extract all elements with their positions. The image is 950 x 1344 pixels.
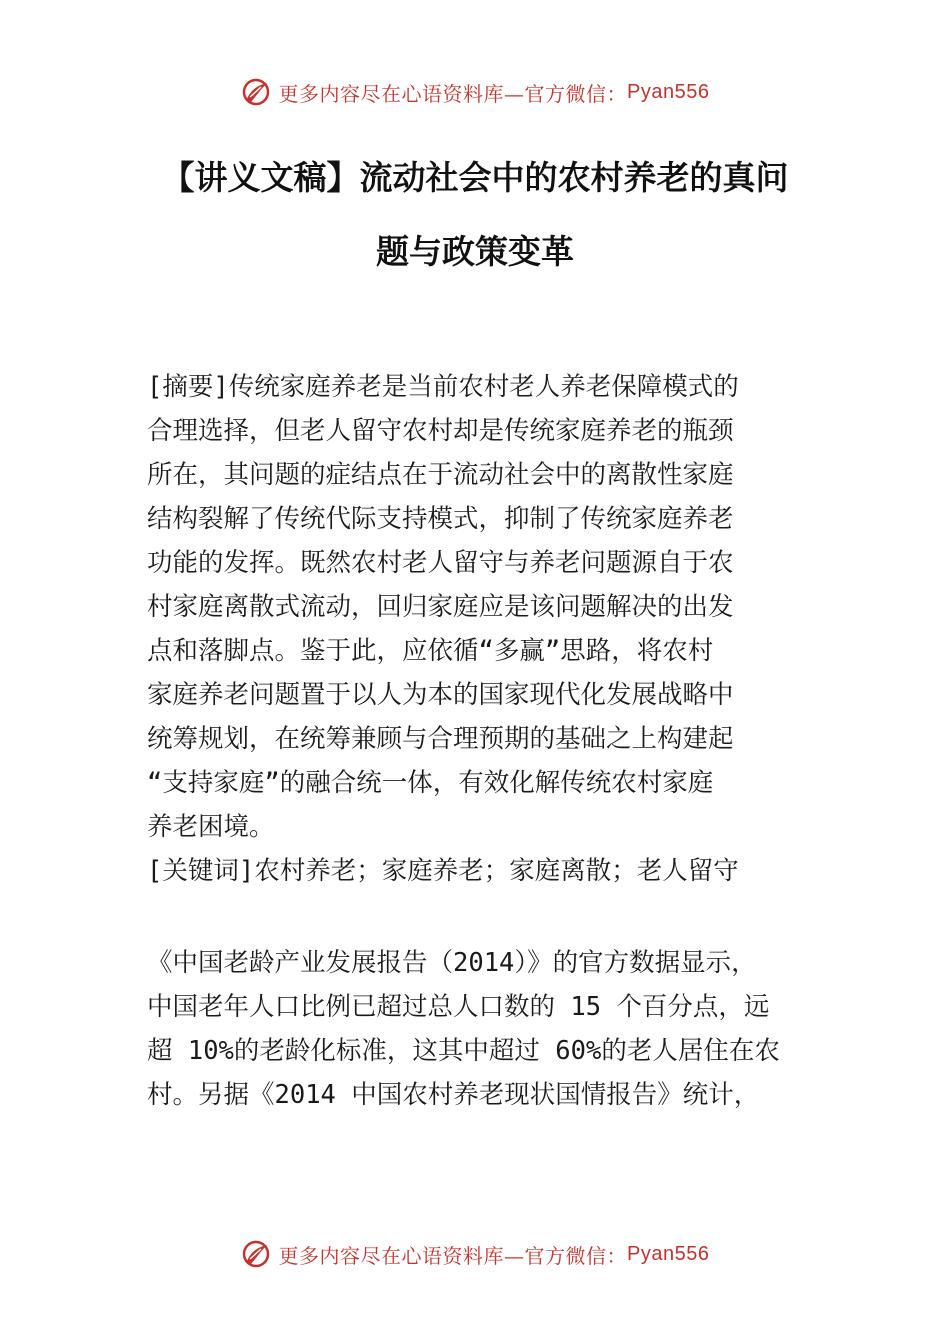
abstract-line: 合理选择，但老人留守农村却是传统家庭养老的瓶颈 (147, 416, 734, 446)
banner-text: 更多内容尽在心语资料库—官方微信： (278, 81, 628, 106)
brand-logo-icon (241, 77, 271, 107)
abstract-line: 村家庭离散式流动，回归家庭应是该问题解决的出发 (147, 592, 734, 622)
banner-wechat-id: Pyan556 (627, 1242, 710, 1265)
abstract-line: 结构裂解了传统代际支持模式，抑制了传统家庭养老 (147, 504, 734, 534)
paragraph-line: 中国老年人口比例已超过总人口数的 15 个百分点，远 (147, 992, 770, 1022)
document-title-line-1: 【讲义文稿】流动社会中的农村养老的真问 (161, 158, 789, 197)
abstract-line: 养老困境。 (147, 812, 275, 842)
banner-wechat-id: Pyan556 (627, 80, 710, 103)
abstract-line: 所在，其问题的症结点在于流动社会中的离散性家庭 (147, 460, 734, 490)
brand-logo-icon (241, 1239, 271, 1269)
abstract-line: “支持家庭”的融合统一体，有效化解传统农村家庭 (147, 768, 714, 798)
paragraph-line: 超 10%的老龄化标准，这其中超过 60%的老人居住在农 (147, 1036, 780, 1066)
footer-banner (0, 1236, 950, 1272)
document-title-line-2: 题与政策变革 (376, 232, 574, 271)
abstract-line: 统筹规划，在统筹兼顾与合理预期的基础之上构建起 (147, 724, 734, 754)
keywords-line: [关键词]农村养老；家庭养老；家庭离散；老人留守 (147, 856, 739, 886)
banner-text: 更多内容尽在心语资料库—官方微信： (278, 1243, 628, 1268)
abstract-line: [摘要]传统家庭养老是当前农村老人养老保障模式的 (147, 372, 739, 402)
abstract-line: 功能的发挥。既然农村老人留守与养老问题源自于农 (147, 548, 734, 578)
paragraph-line: 《中国老龄产业发展报告（2014）》的官方数据显示， (147, 948, 757, 978)
header-banner (0, 74, 950, 110)
abstract-line: 家庭养老问题置于以人为本的国家现代化发展战略中 (147, 680, 734, 710)
paragraph-line: 村。另据《2014 中国农村养老现状国情报告》统计， (147, 1080, 760, 1110)
abstract-line: 点和落脚点。鉴于此，应依循“多赢”思路，将农村 (147, 636, 714, 666)
